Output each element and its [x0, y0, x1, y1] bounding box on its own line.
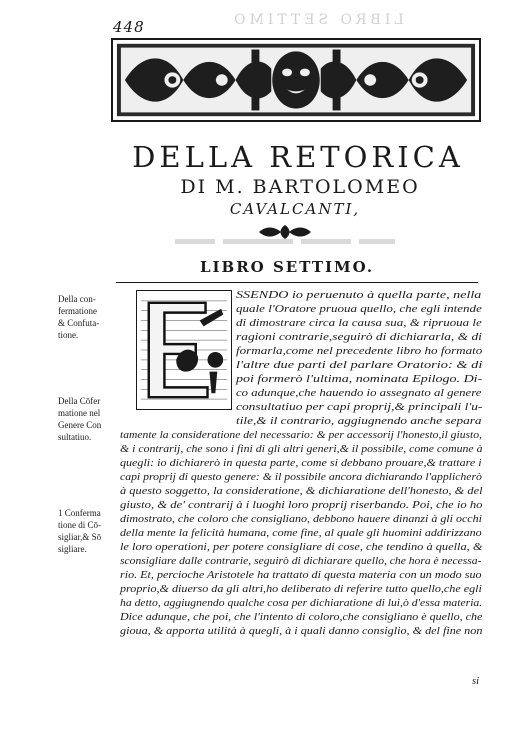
book-heading: LIBRO SETTIMO.: [199, 258, 375, 276]
text-line: poi formerò l'ultima, nominata Epilogo. Di-: [236, 374, 483, 385]
text-line: capi proprij di questo genere: & il possibile ancora dichiarando l'applicherò: [120, 472, 482, 483]
margin-note-line: Della Cōfer: [58, 396, 101, 406]
text-line: formarla,come nel precedente libro ho formato: [236, 346, 483, 357]
margin-note-line: sigliar,& Sō: [58, 532, 102, 542]
text-line: quegli: io dichiarerò in questa parte, come si debbano prouare,& trattare i: [120, 458, 482, 469]
margin-note-line: fermatione: [58, 306, 97, 316]
margin-note-line: Della con-: [58, 294, 96, 304]
text-line: ha detto, aggiugnendo qualche cosa per dichiaratione di lui,ò d'essa materia.: [120, 598, 483, 609]
text-line: proprio,& diuerso da gli altri,ho deliberato di referire tutto quello,che egli: [120, 584, 482, 595]
margin-note-line: 1 Conferma: [58, 508, 101, 518]
text-line: Dice adunque, che poi, che l'intento di coloro,che consigliano è quello, che: [120, 612, 483, 623]
text-line: co adunque,che hauendo io assegnato al genere: [236, 388, 482, 399]
text-line: consultatiuo per capi proprij,& principali l'u-: [236, 402, 483, 413]
margin-note-line: sultatiuo.: [58, 432, 92, 442]
running-head-show-through: LIBRO SETTIMO: [230, 12, 404, 28]
title-line-1: DELLA RETORICA: [132, 140, 464, 174]
text-line: tamente la consideratione del necessario: & per accessorij l'honesto,il giusto,: [120, 430, 482, 441]
text-line: gioua, & apporta utilità à quegli, à i quali danno consiglio, & del fine non: [120, 626, 483, 637]
text-line: l'altre due parti del parlare Oratorio: & di: [236, 360, 483, 371]
margin-note: [58, 507, 124, 555]
text-line: quale l'Oratore pruoua quello, che egli intende: [236, 304, 482, 315]
margin-note-line: Genere Con: [58, 420, 102, 430]
text-line: di dimostrare circa la causa sua, & ripruoua le: [236, 318, 482, 329]
text-line: ragioni contrarie,seguirò di dichiararla, & di: [236, 332, 482, 343]
margin-note-line: tione di Cō-: [58, 520, 101, 530]
margin-note-line: & Confuta-: [58, 318, 100, 328]
margin-note-line: sigliare.: [58, 544, 87, 554]
page-number: 448: [113, 18, 145, 36]
text-line: rio. Et, percioche Aristotele ha trattato di questa materia con un modo suo: [120, 570, 482, 581]
text-line: giusto, & de' contrarij à i luoghi loro proprij riserbando. Poi, che io ho: [120, 500, 483, 511]
margin-note-line: tione.: [58, 330, 79, 340]
text-line: à questo soggetto, la consideratione, & dichiaratione dell'honesto, & del: [120, 486, 483, 497]
margin-note-line: matione nel: [58, 408, 101, 418]
text-line: dimostrato, che coloro che consigliano, debbono hauere dinanzi à gli occhi: [120, 514, 482, 525]
text-line: SSENDO io peruenuto à quella parte, nella: [236, 290, 482, 301]
margin-note: [58, 293, 122, 341]
bleed-through-marks: [175, 236, 395, 248]
catchword: si: [472, 676, 480, 687]
ornamental-headpiece: [111, 38, 481, 122]
title-line-3: CAVALCANTI,: [229, 200, 361, 218]
text-line: & i contrarij, che sono i fini di gli altri generi,& il possibile, come comune à: [120, 444, 483, 455]
text-line: sconsigliare dalle contrarie, seguirò di dichiarare quello, che hora è necessa-: [120, 556, 482, 567]
heading-rule: [116, 282, 478, 283]
text-line: tile,& il contrario, aggiugnendo anche separa: [236, 416, 482, 427]
text-line: le loro operationi, per potere consigliare di cose, che tendino à quella, &: [120, 542, 483, 553]
text-line: della mente la felicità humana, come fine, al quale gli huomini addirizzano: [120, 528, 482, 539]
title-line-2: DI M. BARTOLOMEO: [180, 176, 420, 198]
margin-note: [58, 395, 128, 443]
decorated-initial: [136, 290, 232, 410]
